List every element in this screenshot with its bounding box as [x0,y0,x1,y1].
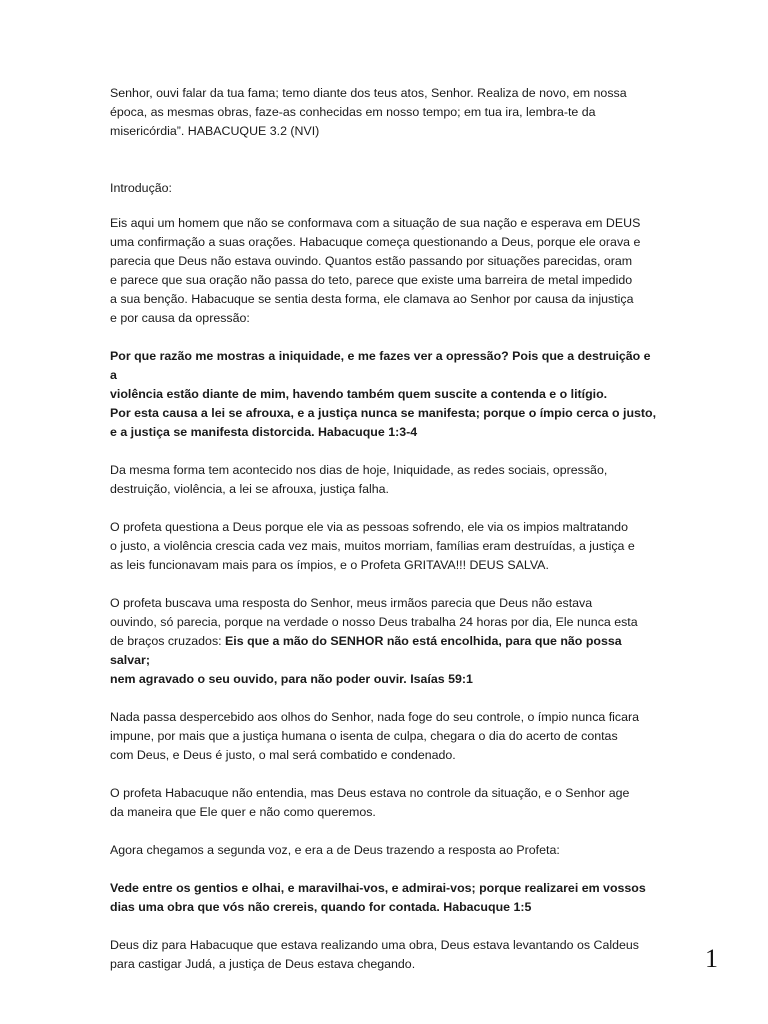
paragraph-4 [110,594,660,689]
paragraph-8: Deus diz para Habacuque que estava realizando uma obra, Deus estava levantando os Caldeus para castigar Judá, a justiça de Deus estava chegando. [110,938,640,971]
paragraph-4-text: O profeta buscava uma resposta do Senhor, meus irmãos parecia que Deus não estava ouvindo, só parecia, porque na verdade o nosso Deus trabalha 24 horas por dia, Ele nunca esta de braços cruzados: [110,596,638,648]
paragraph-2: Da mesma forma tem acontecido nos dias de hoje, Iniquidade, as redes sociais, opressão, destruição, violência, a lei se afrouxa, justiça falha. [110,463,608,496]
paragraph-1: Eis aqui um homem que não se conformava com a situação de sua nação e esperava em DEUS uma confirmação a suas orações. Habacuque começa questionando a Deus, porque ele orava e parecia que Deus não estava ouvindo. Quantos estão passando por situações parecidas, oram e parece que sua oração não passa do teto, parece que existe uma barreira de metal impedido a sua benção. Habacuque se sentia desta forma, ele clamava ao Senhor por causa da injustiça e por causa da opressão: [110,216,641,325]
paragraph-5: Nada passa despercebido aos olhos do Senhor, nada foge do seu controle, o ímpio nunca ficara impune, por mais que a justiça humana o isenta de culpa, chegara o dia do acerto de contas com Deus, e Deus é justo, o mal será combatido e condenado. [110,710,640,762]
scripture-quote-1: Por que razão me mostras a iniquidade, e me fazes ver a opressão? Pois que a destruição e a violência estão diante de mim, havendo também quem suscite a contenda e o litígio. Por esta causa a lei se afrouxa, e a justiça nunca se manifesta; porque o ímpio cerca o justo, e a justiça se manifesta distorcida. Habacuque 1:3-4 [110,349,657,439]
scripture-quote-2: Vede entre os gentios e olhai, e maravilhai-vos, e admirai-vos; porque realizarei em vossos dias uma obra que vós não crereis, quando for contada. Habacuque 1:5 [110,881,646,914]
page-number: 1 [705,944,718,973]
paragraph-7: Agora chegamos a segunda voz, e era a de Deus trazendo a resposta ao Profeta: [110,843,560,857]
epigraph: Senhor, ouvi falar da tua fama; temo diante dos teus atos, Senhor. Realiza de novo, em nossa época, as mesmas obras, faze-as conhecidas em nosso tempo; em tua ira, lembra-te da misericórdia”. HABACUQUE 3.2 (NVI) [110,86,627,138]
document-page [110,84,660,974]
scripture-quote-isaias: Eis que a mão do SENHOR não está encolhida, para que não possa salvar; nem agravado o seu ouvido, para não poder ouvir. Isaías 59:1 [110,634,622,686]
intro-heading: Introdução: [110,181,172,195]
paragraph-3: O profeta questiona a Deus porque ele via as pessoas sofrendo, ele via os impios maltratando o justo, a violência crescia cada vez mais, muitos morriam, famílias eram destruídas, a justiça e as leis funcionavam mais para os ímpios, e o Profeta GRITAVA!!! DEUS SALVA. [110,520,635,572]
paragraph-6: O profeta Habacuque não entendia, mas Deus estava no controle da situação, e o Senhor age da maneira que Ele quer e não como queremos. [110,786,630,819]
